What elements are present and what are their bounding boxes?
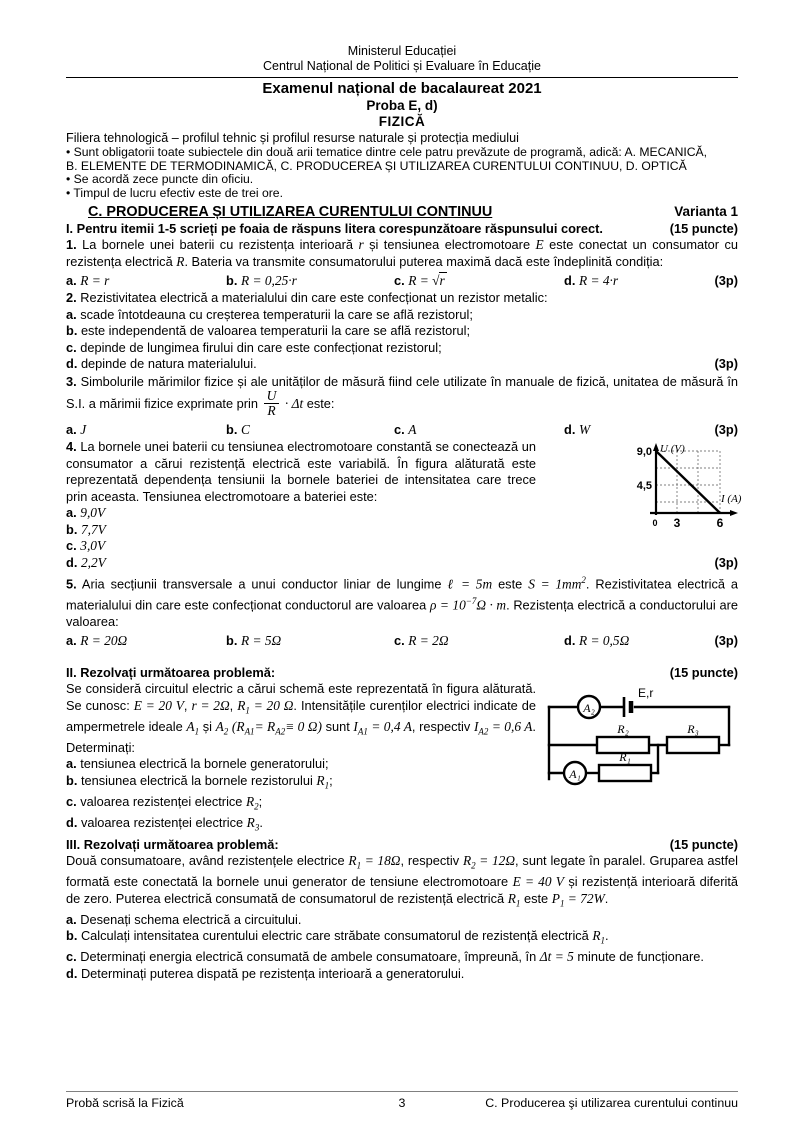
bullet-item: • Timpul de lucru efectiv este de trei ore. bbox=[66, 185, 283, 200]
resistor-r3-label: R₃ bbox=[687, 722, 699, 736]
q4-option-d-value: 2,2V bbox=[80, 554, 106, 570]
subject-ii-intro: Se consideră circuitul electric a cărui schemă este reprezentată în figura alăturată. Se cunosc: E = 20 V, r = 2Ω, $R_1 = 20$ Ω. Intensitățile curenților electrici indicate de ampermetrele ideale $A_1$ și $A_2$ ($R_{A1}= R_{A2}\equiv 0$ Ω) sunt $I_{A1} = 0,4$ A, respectiv $I_{A2} = 0,6$ A. Determinați: bbox=[66, 681, 536, 755]
q3-number: 3. bbox=[66, 373, 77, 389]
iii-item-c-sym: Δt = 5 bbox=[539, 949, 574, 965]
q3-option-d: d. W bbox=[564, 422, 591, 438]
q2-option-a-text: scade întotdeauna cu creșterea temperaturii la care se află rezistorul; bbox=[80, 306, 473, 322]
subject-ii-items bbox=[66, 756, 536, 836]
voltage-current-graph bbox=[624, 443, 742, 531]
q1-text-c: este conectat un consumator cu rezistența electrică bbox=[66, 237, 739, 269]
exam-title: Examenul național de bacalaureat 2021 bbox=[262, 80, 542, 97]
q3-option-c-value: A bbox=[408, 422, 417, 438]
ii-value-IA2: $I_{A2} = 0,6$ A bbox=[473, 718, 533, 737]
q3-fraction bbox=[264, 389, 280, 418]
q1-symbol-r: r bbox=[358, 237, 364, 253]
q5-number: 5. bbox=[66, 576, 77, 592]
subject-ii-block bbox=[66, 681, 738, 836]
q5-text-d: . Rezistența electrică a conductorului are valoarea: bbox=[66, 597, 738, 629]
iii-R1b: $R_1$ bbox=[507, 890, 521, 909]
iii-item-b: b. Calculați intensitatea curentului electric care străbate consumatorul de rezistență electrică $R_1$. bbox=[66, 928, 609, 946]
y-axis-arrow bbox=[653, 443, 659, 451]
ii-val-end: . Determinați: bbox=[66, 718, 536, 755]
q3-text-a: Simbolurile mărimilor fizice și ale unităților de măsură fiind cele utilizate în manuale de fizică, unitatea de măsură în S.I. a mărimii fizice exprimate prin bbox=[66, 373, 738, 412]
subject-label: FIZICĂ bbox=[378, 114, 426, 129]
q5-text-a: Aria secțiunii transversale a unui conductor liniar de lungime bbox=[81, 576, 442, 592]
ii-item-c-text: valoarea rezistenței electrice bbox=[80, 793, 246, 809]
footer-page-number: 3 bbox=[398, 1096, 406, 1110]
q5-points: (3p) bbox=[714, 633, 738, 648]
q4-number: 4. bbox=[66, 439, 77, 455]
q2-text: Rezistivitatea electrică a materialului din care este confecționat un rezistor metalic: bbox=[80, 290, 548, 306]
q2-option-b-text: este independentă de valoarea temperaturii la care se află rezistorul; bbox=[80, 323, 471, 339]
q3-option-b-value: C bbox=[240, 422, 250, 438]
q2-option-c: c. depinde de lungimea firului din care este confecționat rezistorul; bbox=[66, 339, 442, 355]
q3-fraction-numerator: U bbox=[266, 388, 277, 403]
q5-area: S = 1mm bbox=[528, 576, 582, 592]
ii-item-d-text: valoarea rezistenței electrice bbox=[80, 814, 247, 830]
subject-i-label: I. Pentru itemii 1-5 scrieți pe foaia de răspuns litera corespunzătoare răspunsului corect. bbox=[66, 221, 603, 237]
resistor-r3-icon bbox=[667, 737, 719, 753]
q2-option-b: b. este independentă de valoarea temperaturii la care se află rezistorul; bbox=[66, 323, 471, 339]
q5-rho: ρ = 10 bbox=[429, 597, 466, 612]
ii-intro-b: . Intensitățile curenților electrici indicate de ampermetrele ideale bbox=[66, 697, 536, 734]
filiera-line: Filiera tehnologică – profilul tehnic și profilul resurse naturale și protecția mediului bbox=[66, 131, 519, 145]
iii-item-d: d. Determinați puterea dispată pe rezistența interioară a generatorului. bbox=[66, 965, 465, 981]
q5-option-d: d. R = 0,5Ω bbox=[564, 633, 630, 648]
subject-iii-header bbox=[66, 837, 738, 852]
subject-iii-points: (15 puncte) bbox=[669, 836, 738, 852]
q3-options bbox=[66, 421, 738, 438]
x-axis-label: I (A) bbox=[721, 493, 742, 506]
q3-points: (3p) bbox=[714, 422, 738, 438]
header-divider bbox=[66, 77, 738, 78]
footer-right: C. Producerea şi utilizarea curentului continuu bbox=[485, 1096, 738, 1110]
ii-given-r: r = 2Ω bbox=[191, 697, 230, 713]
ii-item-a-text: tensiunea electrică la bornele generatorului; bbox=[80, 756, 329, 772]
q1-symbol-e: E bbox=[535, 237, 544, 253]
q4-option-a-value: 9,0V bbox=[80, 505, 106, 521]
ii-given-R1: $R_1 = 20$ Ω bbox=[237, 697, 294, 716]
q3-option-a: a. J bbox=[66, 422, 87, 438]
ii-intro-a: Se consideră circuitul electric a cărui schemă este reprezentată în figura alăturată. Se cunosc: bbox=[66, 681, 536, 713]
subject-iii-label: III. Rezolvați următoarea problemă: bbox=[66, 836, 279, 852]
bullet-item: • Sunt obligatorii toate subiectele din două arii tematice dintre cele patru prevăzute de programă, adică: A. MECANICĂ, bbox=[66, 145, 708, 159]
center-line: Centrul Național de Politici și Evaluare în Educație bbox=[263, 59, 541, 73]
iii-E: E = 40 V bbox=[512, 874, 564, 890]
q4-option-c: c. 3,0V bbox=[66, 538, 106, 554]
q5-options bbox=[66, 632, 738, 649]
question-1 bbox=[66, 237, 738, 270]
y-tick-9: 9,0 bbox=[636, 446, 652, 459]
q5-rho-unit: Ω · m bbox=[476, 597, 507, 612]
iii-text-b: , sunt legate în paralel. Gruparea astfel formată este conectată la bornele unui generator de tensiune electromotoare bbox=[66, 852, 738, 890]
q5-option-b: b. R = 5Ω bbox=[226, 633, 282, 648]
x-axis-arrow bbox=[730, 510, 738, 516]
x-tick-3: 3 bbox=[673, 516, 681, 531]
iii-R2: $R_2 = 12\Omega$ bbox=[462, 852, 516, 871]
ii-item-d-tail: . bbox=[259, 814, 263, 830]
resistor-r2-label: R₂ bbox=[617, 722, 629, 736]
question-4 bbox=[66, 439, 536, 505]
q3-text-b: este: bbox=[306, 396, 335, 412]
ii-item-b-tail: ; bbox=[329, 772, 333, 788]
graph-data-line bbox=[656, 451, 720, 513]
subject-ii-header bbox=[66, 665, 738, 680]
subject-ii-points: (15 puncte) bbox=[669, 665, 738, 680]
q5-length: ℓ = 5m bbox=[447, 576, 493, 592]
question-3 bbox=[66, 374, 738, 420]
ii-amm-and: și bbox=[202, 718, 212, 734]
ministry-line: Ministerul Educației bbox=[347, 44, 457, 58]
q1-option-a: a. R = r bbox=[66, 273, 110, 289]
q5-option-b-value: R = 5Ω bbox=[240, 633, 282, 648]
q4-option-b: b. 7,7V bbox=[66, 521, 106, 537]
q5-area-exponent: 2 bbox=[581, 574, 586, 585]
q5-text-c: . Rezistivitatea electrică a materialului din care este confecționat conductorul are valoarea bbox=[66, 576, 739, 612]
iii-item-a-text: Desenați schema electrică a circuitului. bbox=[80, 911, 302, 927]
q3-option-d-value: W bbox=[578, 422, 591, 438]
ii-ammeter-condition: ($R_{A1}= R_{A2}\equiv 0$ Ω) bbox=[231, 718, 322, 737]
ammeter-a1-label: A₁ bbox=[569, 767, 581, 781]
iii-item-d-text: Determinați puterea dispată pe rezistența interioară a generatorului. bbox=[80, 965, 465, 981]
iii-item-a: a. Desenați schema electrică a circuitului. bbox=[66, 911, 302, 927]
origin-label: 0 bbox=[652, 518, 658, 529]
q1-option-b-letter: b. bbox=[226, 273, 238, 289]
section-heading-row bbox=[66, 204, 738, 220]
q1-option-a-letter: a. bbox=[66, 273, 77, 289]
q2-option-a: a. scade întotdeauna cu creșterea temperaturii la care se află rezistorul; bbox=[66, 306, 473, 322]
ii-given-E: E = 20 V bbox=[133, 697, 184, 713]
q4-option-d: d. 2,2V (3p) bbox=[66, 554, 738, 570]
q3-option-b: b. C bbox=[226, 422, 250, 438]
q3-option-c: c. A bbox=[394, 422, 417, 438]
iii-item-c: c. Determinați energia electrică consumată de ambele consumatoare, împreună, în Δt = 5 minute de funcționare. bbox=[66, 949, 704, 965]
q5-option-d-value: R = 0,5Ω bbox=[578, 633, 630, 648]
footer-left: Probă scrisă la Fizică bbox=[66, 1096, 184, 1110]
q4-option-c-value: 3,0V bbox=[80, 538, 106, 554]
ii-item-d: d. valoarea rezistenței electrice $R_3$. bbox=[66, 814, 263, 833]
ammeter-a2-label: A₂ bbox=[583, 701, 595, 715]
ii-ammeter-a1: $A_1$ bbox=[186, 718, 200, 737]
x-tick-6: 6 bbox=[716, 516, 724, 531]
iii-item-b-text: Calculați intensitatea curentului electric care străbate consumatorul de rezistență electrică bbox=[80, 928, 593, 944]
footer-divider bbox=[66, 1091, 738, 1092]
q5-rho-exponent: −7 bbox=[465, 595, 477, 606]
bullet-item: • Se acordă zece puncte din oficiu. bbox=[66, 172, 254, 187]
section-title: C. PRODUCEREA ȘI UTILIZAREA CURENTULUI CONTINUU bbox=[88, 204, 493, 221]
q3-fraction-denominator: R bbox=[264, 403, 280, 418]
q1-option-c-letter: c. bbox=[394, 273, 405, 289]
q2-option-c-text: depinde de lungimea firului din care este confecționat rezistorul; bbox=[80, 339, 442, 355]
ii-item-b: b. tensiunea electrică la bornele rezistorului $R_1$; bbox=[66, 772, 333, 791]
ii-value-IA1: $I_{A1} = 0,4$ A bbox=[353, 718, 412, 737]
battery-label: E,r bbox=[638, 687, 654, 700]
q1-symbol-R: R bbox=[176, 253, 185, 269]
iii-R1: $R_1 = 18\Omega$ bbox=[348, 852, 401, 871]
battery-symbol bbox=[624, 697, 631, 717]
subject-i-header bbox=[66, 221, 738, 236]
ii-val-resp: , respectiv bbox=[411, 718, 471, 734]
ii-item-a: a. tensiunea electrică la bornele generatorului; bbox=[66, 756, 329, 772]
y-axis-label: U (V) bbox=[660, 443, 685, 456]
q3-fraction-tail: · Δt bbox=[284, 396, 304, 412]
iii-item-c-tail: minute de funcționare. bbox=[577, 949, 704, 965]
subject-i-points: (15 puncte) bbox=[669, 221, 738, 237]
iii-item-b-tail: . bbox=[605, 928, 609, 944]
y-tick-4-5: 4,5 bbox=[636, 480, 652, 493]
circuit-diagram bbox=[539, 687, 744, 799]
iii-resp: , respectiv bbox=[400, 852, 460, 868]
subject-iii-items bbox=[66, 912, 738, 982]
document-page bbox=[66, 0, 742, 1132]
q2-option-d-text: depinde de natura materialului. bbox=[80, 356, 257, 372]
q2-points: (3p) bbox=[714, 356, 738, 372]
ii-ammeter-a2: $A_2$ bbox=[215, 718, 229, 737]
q1-points: (3p) bbox=[714, 273, 738, 289]
question-2 bbox=[66, 290, 738, 307]
q5-text-b: este bbox=[498, 576, 523, 592]
instruction-bullets bbox=[66, 146, 738, 200]
q1-text-d: . Bateria va transmite consumatorului puterea maximă dacă este îndeplinită condiția: bbox=[184, 253, 664, 269]
variant-label: Varianta 1 bbox=[674, 204, 738, 220]
q5-option-c: c. R = 2Ω bbox=[394, 633, 449, 648]
iii-text-e: . bbox=[604, 890, 609, 906]
iii-P1: $P_1 = 72W$ bbox=[551, 890, 605, 909]
q4-points: (3p) bbox=[714, 554, 738, 570]
resistor-r1-icon bbox=[599, 765, 651, 781]
footer-row bbox=[66, 1096, 738, 1110]
ii-item-b-text: tensiunea electrică la bornele rezistorului bbox=[80, 772, 317, 788]
q2-option-d: d. depinde de natura materialului. (3p) bbox=[66, 356, 738, 372]
iii-item-c-text: Determinați energia electrică consumată de ambele consumatoare, împreună, în bbox=[80, 949, 540, 965]
q4-text: La bornele unei baterii cu tensiunea electromotoare constantă se conectează un consumator a cărui rezistență electrică este variabilă. În figura alăturată este reprezentată dependența tensiunii la bornele bateriei de intensitatea care trece prin aceasta. Tensiunea electromotoare a bateriei este: bbox=[66, 439, 536, 504]
q2-number: 2. bbox=[66, 290, 77, 306]
ii-item-c: c. valoarea rezistenței electrice $R_2$; bbox=[66, 793, 263, 812]
q1-text-a: La bornele unei baterii cu rezistența interioară bbox=[82, 237, 354, 253]
subject-ii-label: II. Rezolvați următoarea problemă: bbox=[66, 665, 276, 680]
subject-iii-intro bbox=[66, 853, 738, 912]
q1-option-b: b. R = 0,25·r bbox=[226, 273, 297, 289]
iii-text-d: este bbox=[523, 890, 549, 906]
q4-option-b-value: 7,7V bbox=[80, 521, 106, 537]
q1-option-c: c. R = √r bbox=[394, 273, 445, 289]
resistor-r1-label: R₁ bbox=[619, 750, 631, 764]
page-footer bbox=[66, 1091, 738, 1110]
ii-intro-c: sunt bbox=[325, 718, 350, 734]
q3-option-a-value: J bbox=[80, 422, 87, 438]
q5-option-a-value: R = 20Ω bbox=[80, 633, 128, 648]
q1-option-d: d. R = 4·r bbox=[564, 273, 619, 289]
q5-option-a: a. R = 20Ω bbox=[66, 633, 128, 648]
q4-option-a: a. 9,0V bbox=[66, 505, 106, 521]
q1-number: 1. bbox=[66, 237, 77, 253]
q5-option-c-value: R = 2Ω bbox=[408, 633, 449, 648]
ii-item-c-tail: ; bbox=[258, 793, 263, 809]
q1-option-d-letter: d. bbox=[564, 273, 576, 289]
proba-label: Proba E, d) bbox=[366, 98, 438, 113]
q1-options bbox=[66, 272, 738, 289]
q1-text-b: și tensiunea electromotoare bbox=[369, 237, 531, 253]
iii-text-a: Două consumatoare, având rezistențele electrice bbox=[66, 852, 345, 868]
q2-options bbox=[66, 307, 738, 373]
question-4-block bbox=[66, 439, 742, 571]
question-5 bbox=[66, 572, 738, 630]
bullet-item: B. ELEMENTE DE TERMODINAMICĂ, C. PRODUCEREA ȘI UTILIZAREA CURENTULUI CONTINUU, D. OPTICĂ bbox=[66, 158, 687, 173]
iii-text-c: și rezistență interioară diferită de zero. Puterea electrică consumată de consumatorul de rezistență electrică bbox=[66, 874, 738, 906]
